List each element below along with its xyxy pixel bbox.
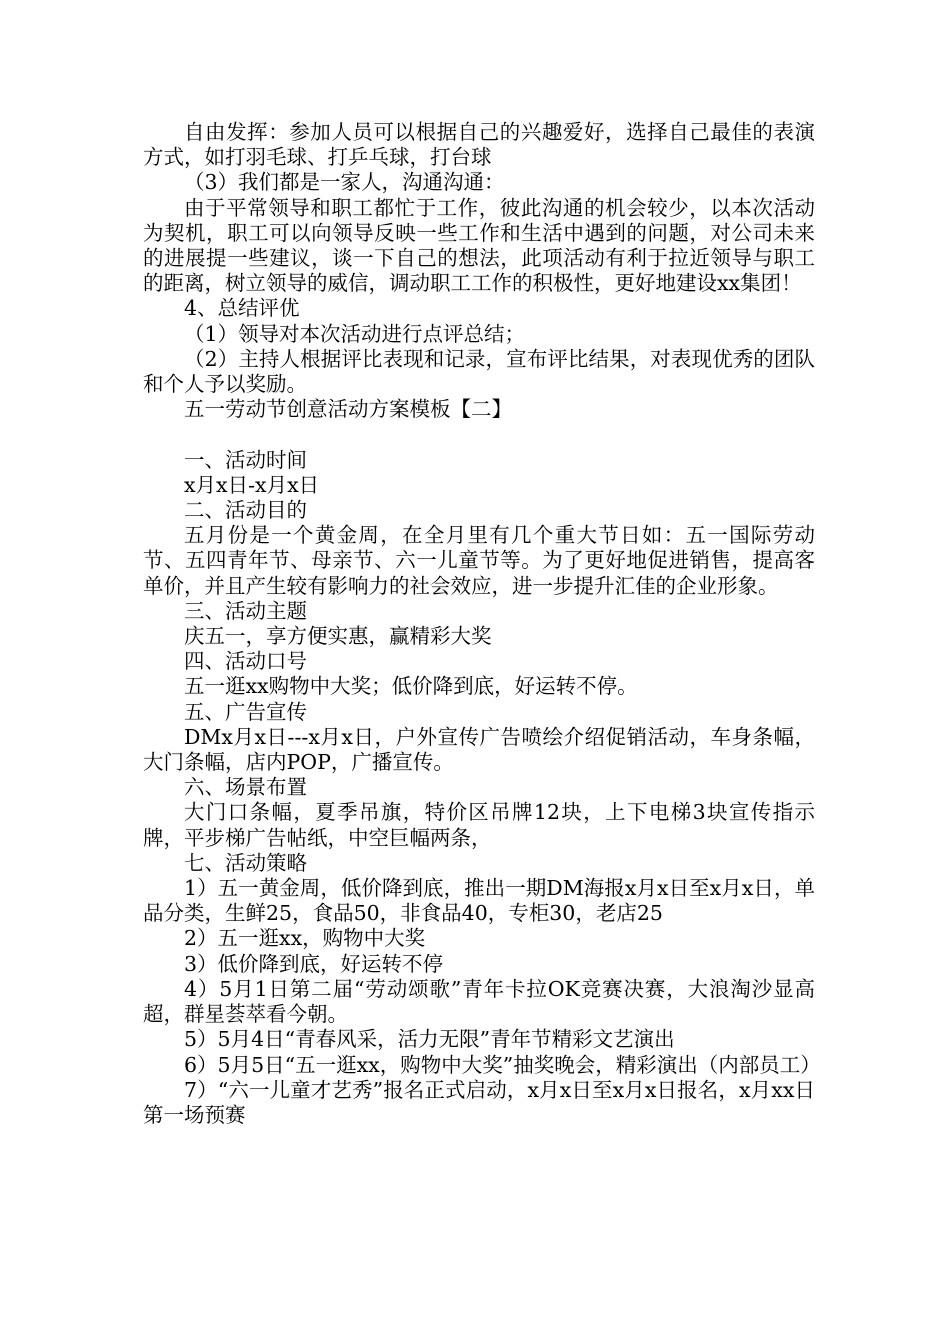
paragraph-section-slogan: 四、活动口号 [184, 649, 307, 674]
paragraph-section-scene: 六、场景布置 [184, 775, 307, 800]
paragraph-section-strategy: 七、活动策略 [184, 850, 307, 875]
paragraph-time-value: x月x日-x月x日 [184, 472, 320, 497]
paragraph-strategy-1: 1）五一黄金周，低价降到底，推出一期DM海报x月x日至x月x日，单品分类，生鲜25，食品50，非食品40，专柜30，老店25 [143, 876, 815, 926]
paragraph-strategy-3: 3）低价降到底，好运转不停 [184, 951, 444, 976]
paragraph-free-performance: 自由发挥：参加人员可以根据自己的兴趣爱好，选择自己最佳的表演方式，如打羽毛球、打乒乓球，打台球 [143, 120, 815, 170]
paragraph-ads-body: DMx月x日---x月x日，户外宣传广告喷绘介绍促销活动，车身条幅，大门条幅，店内POP，广播宣传。 [143, 724, 815, 775]
paragraph-strategy-2: 2）五一逛xx，购物中大奖 [184, 926, 426, 951]
paragraph-theme-body: 庆五一，享方便实惠，赢精彩大奖 [184, 624, 492, 649]
paragraph-communication: 由于平常领导和职工都忙于工作，彼此沟通的机会较少，以本次活动为契机，职工可以向领导反映一些工作和生活中遇到的问题，对公司未来的进展提一些建议，谈一下自己的想法，此项活动有利于拉近领导与职工的距离，树立领导的威信，调动职工工作的积极性，更好地建设xx集团！ [143, 195, 815, 296]
paragraph-heading-family: （3）我们都是一家人，沟通沟通： [184, 170, 505, 195]
paragraph-slogan-body: 五一逛xx购物中大奖；低价降到底，好运转不停。 [184, 674, 638, 699]
paragraph-heading-summary: 4、总结评优 [184, 296, 300, 321]
paragraph-purpose-body: 五月份是一个黄金周，在全月里有几个重大节日如：五一国际劳动节、五四青年节、母亲节、六一儿童节等。为了更好地促进销售，提高客单价，并且产生较有影响力的社会效应，进一步提升汇佳的企业形象。 [143, 523, 815, 598]
document-page [143, 120, 821, 1128]
paragraph-section-theme: 三、活动主题 [184, 598, 307, 623]
blank-line [143, 422, 815, 447]
paragraph-section-time: 一、活动时间 [184, 447, 307, 472]
paragraph-scene-body: 大门口条幅，夏季吊旗，特价区吊牌12块，上下电梯3块宣传指示牌，平步梯广告帖纸，中空巨幅两条， [143, 800, 815, 850]
paragraph-summary-1: （1）领导对本次活动进行点评总结； [184, 321, 526, 346]
paragraph-template-title: 五一劳动节创意活动方案模板【二】 [184, 397, 512, 422]
paragraph-section-purpose: 二、活动目的 [184, 498, 307, 523]
paragraph-strategy-4: 4）5月1日第二届“劳动颂歌”青年卡拉OK竞赛决赛，大浪淘沙显高超，群星荟萃看今朝。 [143, 976, 815, 1027]
paragraph-strategy-5: 5）5月4日“青春风采，活力无限”青年节精彩文艺演出 [184, 1027, 675, 1052]
paragraph-section-ads: 五、广告宣传 [184, 699, 307, 724]
paragraph-summary-2: （2）主持人根据评比表现和记录，宣布评比结果，对表现优秀的团队和个人予以奖励。 [143, 346, 815, 397]
paragraph-strategy-7: 7）“六一儿童才艺秀”报名正式启动，x月x日至x月x日报名，x月xx日第一场预赛 [143, 1077, 815, 1127]
paragraph-strategy-6: 6）5月5日“五一逛xx，购物中大奖”抽奖晚会，精彩演出（内部员工） [184, 1052, 821, 1077]
